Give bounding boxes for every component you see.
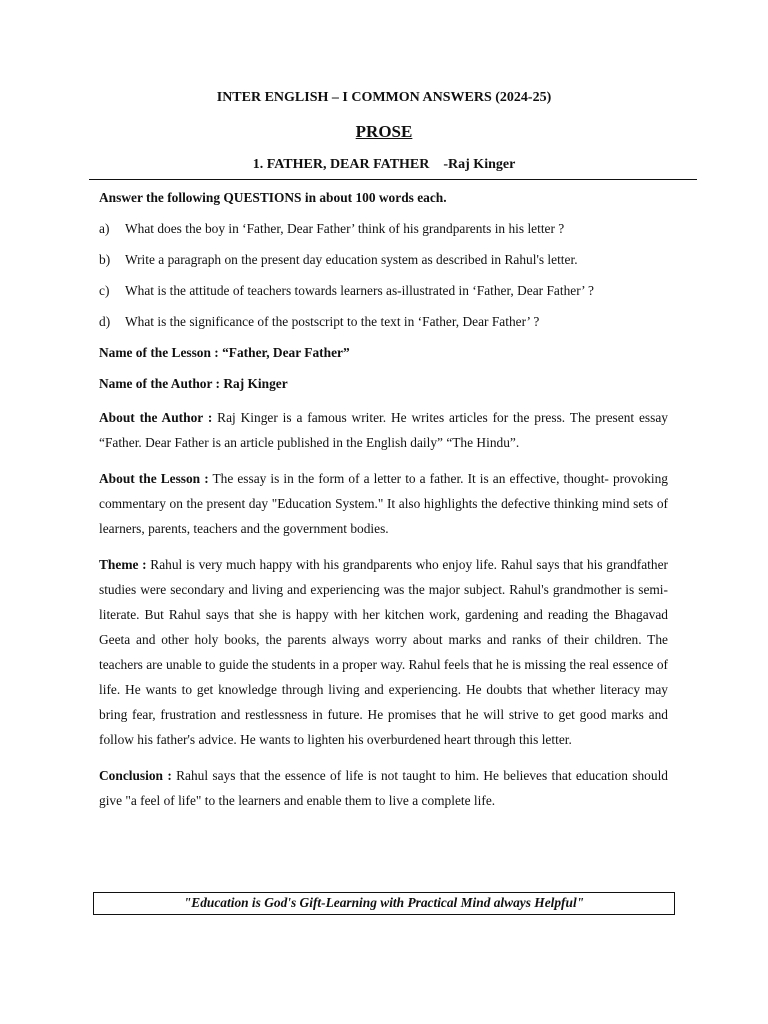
question-item (99, 281, 668, 301)
document-body (99, 188, 668, 824)
lesson-heading: 1. FATHER, DEAR FATHER -Raj Kinger (252, 157, 516, 172)
question-text: What does the boy in ‘Father, Dear Father’ think of his grandparents in his letter ? (125, 221, 565, 236)
section-title: PROSE (355, 122, 413, 141)
question-item (99, 312, 668, 332)
question-label: c) (99, 283, 110, 298)
footer-quote: "Education is God's Gift-Learning with Practical Mind always Helpful" (93, 892, 675, 915)
question-text: What is the attitude of teachers towards learners as-illustrated in ‘Father, Dear Father’ ? (125, 283, 594, 298)
theme-text: Rahul is very much happy with his grandparents who enjoy life. Rahul says that his grandfather studies were secondary and living and experiencing was the major subject. Rahul's grandmother is semi- literate. But Rahul says that she is happy with her kitchen work, gardening and reading the Bhagavad Geeta and other holy books, the parents always worry about marks and ranks of their children. The teachers are unable to guide the students in a proper way. Rahul feels that he is missing the real essence of life. He wants to get knowledge through living and experiencing. He doubts that whether literacy may bring fear, frustration and restlessness in future. He promises that he will strive to get good marks and follow his father's advice. He wants to lighten his overburdened heart through this letter. (99, 557, 668, 747)
question-label: a) (99, 221, 110, 236)
about-lesson-label: About the Lesson : (99, 471, 209, 486)
instruction-text: Answer the following QUESTIONS in about 100 words each. (99, 190, 447, 205)
author-name: Name of the Author : Raj Kinger (99, 376, 288, 391)
conclusion-text: Rahul says that the essence of life is not taught to him. He believes that education should give "a feel of life" to the learners and enable them to live a complete life. (99, 768, 668, 808)
question-label: b) (99, 252, 111, 267)
about-author-label: About the Author : (99, 410, 213, 425)
theme-paragraph (99, 552, 668, 752)
about-author-text: Raj Kinger is a famous writer. He writes articles for the press. The present essay “Father. Dear Father is an article published in the English daily” “The Hindu”. (99, 410, 668, 450)
conclusion-label: Conclusion : (99, 768, 172, 783)
heading-divider (89, 179, 697, 180)
about-author-paragraph (99, 405, 668, 455)
document-title: INTER ENGLISH – I COMMON ANSWERS (2024-25) (216, 90, 552, 105)
question-label: d) (99, 314, 111, 329)
question-item (99, 250, 668, 270)
lesson-name: Name of the Lesson : “Father, Dear Father” (99, 345, 350, 360)
question-text: Write a paragraph on the present day education system as described in Rahul's letter. (125, 252, 578, 267)
theme-label: Theme : (99, 557, 147, 572)
conclusion-paragraph (99, 763, 668, 813)
question-item (99, 219, 668, 239)
about-lesson-text: The essay is in the form of a letter to a father. It is an effective, thought- provoking commentary on the present day "Education System." It also highlights the defective thinking mind sets of learners, parents, teachers and the government bodies. (99, 471, 668, 536)
about-lesson-paragraph (99, 466, 668, 541)
question-text: What is the significance of the postscript to the text in ‘Father, Dear Father’ ? (125, 314, 540, 329)
